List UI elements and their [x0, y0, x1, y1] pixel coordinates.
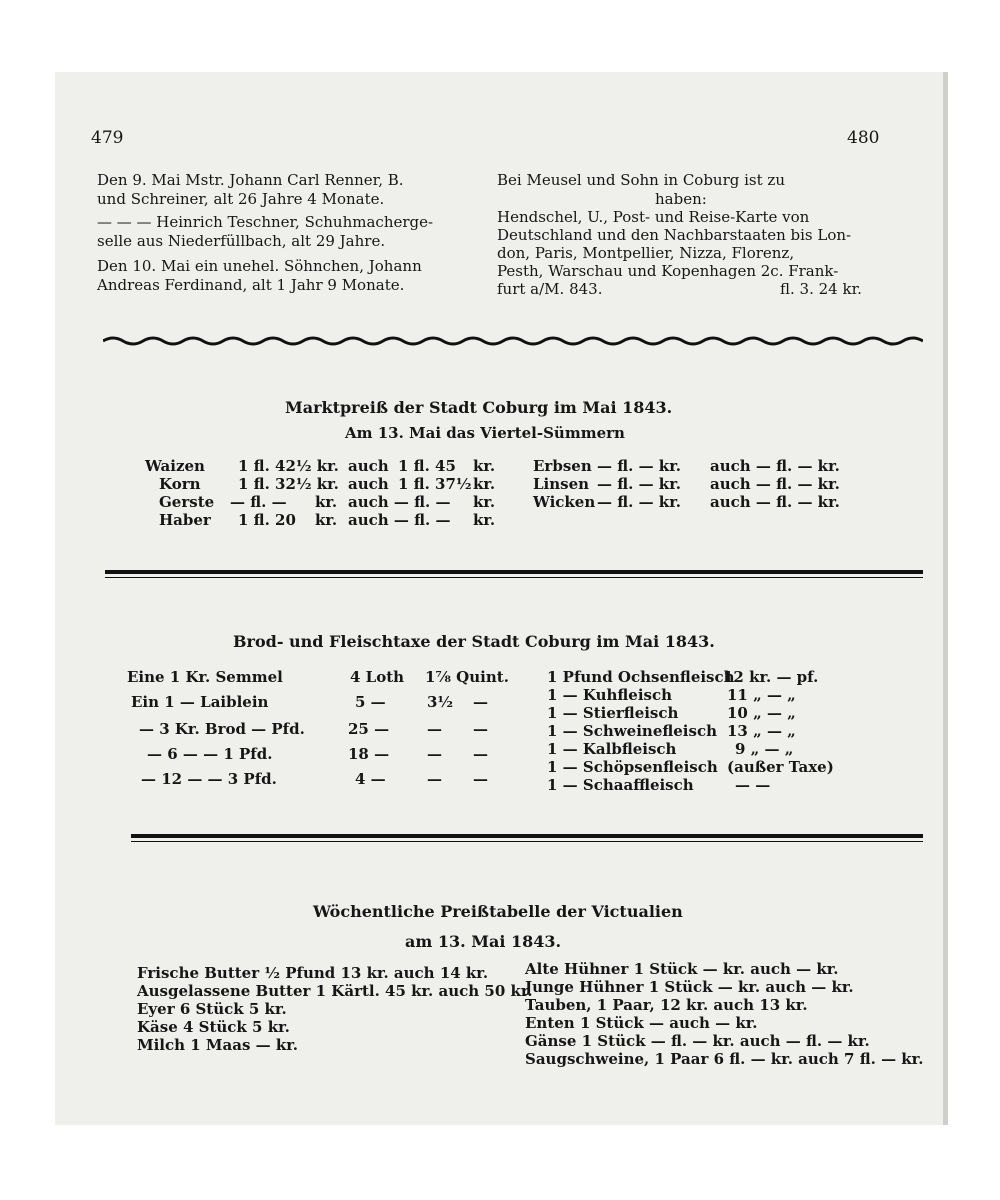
book-notice-line: furt a/M. 843.	[497, 280, 603, 298]
bread-item: — 12 — — 3 Pfd.	[141, 770, 277, 788]
meat-item: 1 — Kuhfleisch	[547, 686, 673, 704]
victual-item: Junge Hühner 1 Stück — kr. auch — kr.	[525, 978, 854, 996]
victual-item: Tauben, 1 Paar, 12 kr. auch 13 kr.	[525, 996, 808, 1014]
bread-item: — 3 Kr. Brod — Pfd.	[139, 720, 305, 738]
bread-dash: —	[473, 693, 488, 711]
meat-price: — —	[735, 776, 771, 794]
grain-name: Haber	[159, 511, 211, 529]
notice-line: selle aus Niederfüllbach, alt 29 Jahre.	[97, 232, 386, 250]
bread-quint: —	[427, 745, 442, 763]
grain-unit: kr.	[315, 511, 338, 529]
grain-name: Wicken	[533, 493, 596, 511]
grain-price-alt: auch — fl. — kr.	[710, 475, 840, 493]
grain-price: 1 fl. 42½ kr.	[238, 457, 339, 475]
bread-dash: —	[473, 770, 488, 788]
meat-item: 1 — Schaaffleisch	[547, 776, 694, 794]
meat-item: 1 — Stierfleisch	[547, 704, 679, 722]
book-notice-line: Bei Meusel und Sohn in Coburg ist zu	[497, 171, 785, 189]
book-price: fl. 3. 24 kr.	[780, 280, 862, 298]
book-notice-line: haben:	[655, 190, 707, 208]
meat-price: 12 kr. — pf.	[723, 668, 819, 686]
meat-price: 10 „ — „	[727, 704, 796, 722]
grain-price-alt: auch — fl. —	[348, 493, 451, 511]
meat-price: 13 „ — „	[727, 722, 796, 740]
page-number-left: 479	[91, 128, 124, 148]
grain-name: Waizen	[145, 457, 205, 475]
grain-price-alt: auch — fl. — kr.	[710, 493, 840, 511]
meat-item: 1 Pfund Ochsenfleisch	[547, 668, 735, 686]
bread-weight: 4 Loth	[350, 668, 405, 686]
grain-name: Linsen	[533, 475, 590, 493]
tax-title: Brod- und Fleischtaxe der Stadt Coburg im Mai 1843.	[233, 632, 715, 651]
meat-price: 9 „ — „	[735, 740, 794, 758]
bread-weight: 5 —	[355, 693, 386, 711]
bread-weight: 4 —	[355, 770, 386, 788]
victual-item: Gänse 1 Stück — fl. — kr. auch — fl. — kr.	[525, 1032, 870, 1050]
book-notice-line: Hendschel, U., Post- und Reise-Karte von	[497, 208, 810, 226]
bread-weight: 25 —	[348, 720, 390, 738]
victual-item: Milch 1 Maas — kr.	[137, 1036, 298, 1054]
victual-item: Eyer 6 Stück 5 kr.	[137, 1000, 287, 1018]
grain-unit: kr.	[315, 493, 338, 511]
market-title: Marktpreiß der Stadt Coburg im Mai 1843.	[285, 398, 673, 417]
victual-item: Frische Butter ½ Pfund 13 kr. auch 14 kr.	[137, 964, 489, 982]
grain-price-alt: 1 fl. 37½	[398, 475, 472, 493]
book-notice-line: Pesth, Warschau und Kopenhagen 2c. Frank-	[497, 262, 839, 280]
victual-item: Käse 4 Stück 5 kr.	[137, 1018, 290, 1036]
weekly-title: Wöchentliche Preißtabelle der Victualien	[313, 902, 683, 921]
grain-price: — fl. — kr.	[597, 475, 681, 493]
bread-item: Ein 1 — Laiblein	[131, 693, 269, 711]
grain-name: Korn	[159, 475, 201, 493]
victual-item: Alte Hühner 1 Stück — kr. auch — kr.	[525, 960, 839, 978]
grain-unit: kr.	[473, 493, 496, 511]
grain-unit: kr.	[473, 457, 496, 475]
grain-price: 1 fl. 20	[238, 511, 296, 529]
bread-dash: —	[473, 720, 488, 738]
meat-price: (außer Taxe)	[727, 758, 834, 776]
victual-item: Enten 1 Stück — auch — kr.	[525, 1014, 758, 1032]
grain-unit: kr.	[473, 511, 496, 529]
grain-unit: kr.	[473, 475, 496, 493]
grain-price: — fl. — kr.	[597, 457, 681, 475]
grain-auch: auch	[348, 457, 389, 475]
meat-item: 1 — Kalbfleisch	[547, 740, 677, 758]
page-number-right: 480	[847, 128, 880, 148]
section-rule	[105, 570, 923, 574]
weekly-subtitle: am 13. Mai 1843.	[405, 932, 562, 951]
victual-item: Ausgelassene Butter 1 Kärtl. 45 kr. auch 50 kr.	[137, 982, 533, 1000]
book-notice-line: don, Paris, Montpellier, Nizza, Florenz,	[497, 244, 795, 262]
market-subtitle: Am 13. Mai das Viertel-Sümmern	[345, 424, 625, 442]
grain-price-alt: 1 fl. 45	[398, 457, 456, 475]
wavy-separator	[103, 334, 923, 348]
meat-item: 1 — Schweinefleisch	[547, 722, 717, 740]
book-notice-line: Deutschland und den Nachbarstaaten bis Lon-	[497, 226, 852, 244]
victual-item: Saugschweine, 1 Paar 6 fl. — kr. auch 7 fl. — kr.	[525, 1050, 924, 1068]
bread-quint: —	[427, 770, 442, 788]
notice-line: Den 9. Mai Mstr. Johann Carl Renner, B.	[97, 171, 404, 189]
notice-line: Andreas Ferdinand, alt 1 Jahr 9 Monate.	[97, 276, 405, 294]
notice-line: und Schreiner, alt 26 Jahre 4 Monate.	[97, 190, 385, 208]
grain-price-alt: auch — fl. — kr.	[710, 457, 840, 475]
bread-item: — 6 — — 1 Pfd.	[147, 745, 273, 763]
grain-name: Gerste	[159, 493, 215, 511]
bread-dash: —	[473, 745, 488, 763]
grain-price-alt: auch — fl. —	[348, 511, 451, 529]
section-rule	[131, 834, 923, 838]
scanned-page	[55, 72, 948, 1125]
grain-price: 1 fl. 32½ kr.	[238, 475, 339, 493]
bread-quint: 1⅞ Quint.	[425, 668, 509, 686]
notice-line: — — — Heinrich Teschner, Schuhmacherge-	[97, 213, 434, 231]
section-rule	[105, 577, 923, 578]
grain-price: — fl. —	[230, 493, 287, 511]
grain-name: Erbsen	[533, 457, 592, 475]
bread-item: Eine 1 Kr. Semmel	[127, 668, 283, 686]
bread-quint: —	[427, 720, 442, 738]
meat-item: 1 — Schöpsenfleisch	[547, 758, 718, 776]
section-rule	[131, 841, 923, 842]
grain-auch: auch	[348, 475, 389, 493]
bread-quint: 3½	[427, 693, 454, 711]
page-edge-shadow	[943, 72, 948, 1125]
bread-weight: 18 —	[348, 745, 390, 763]
grain-price: — fl. — kr.	[597, 493, 681, 511]
meat-price: 11 „ — „	[727, 686, 796, 704]
notice-line: Den 10. Mai ein unehel. Söhnchen, Johann	[97, 257, 422, 275]
